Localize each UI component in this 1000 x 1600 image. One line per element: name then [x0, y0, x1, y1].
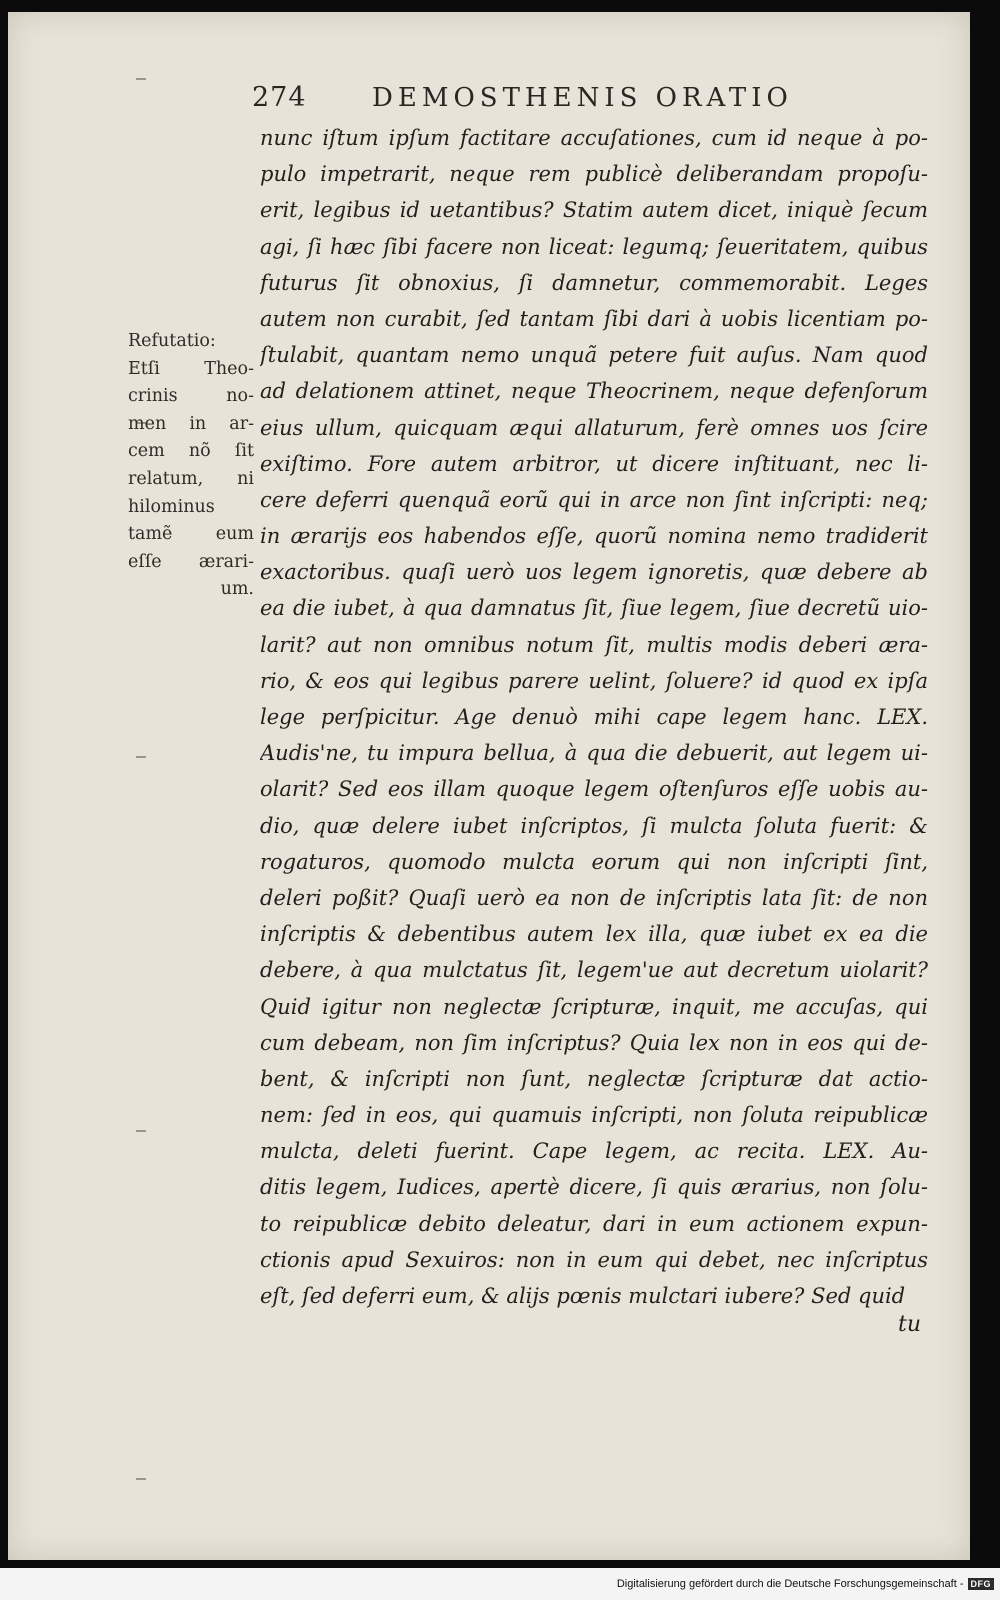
margin-mark	[136, 1478, 146, 1480]
text-line: bent, & inſcripti non ſunt, neglectæ ſcripturæ dat actio-	[260, 1066, 928, 1091]
margin-note-line: um.	[220, 579, 254, 600]
text-line: ſtulabit, quantam nemo unquã petere fuit auſus. Nam quod	[260, 343, 928, 368]
text-line: pulo impetrarit, neque rem publicè deliberandam propoſu-	[260, 162, 928, 187]
footer	[617, 1578, 994, 1590]
text-line: nem: ſed in eos, qui quamuis inſcripti, non ſoluta reipublicæ	[260, 1103, 928, 1128]
margin-mark	[136, 756, 146, 758]
text-line: eius ullum, quicquam æqui allaturum, ferè omnes uos ſcire	[260, 415, 928, 440]
margin-note-line: hilominus	[128, 496, 215, 517]
text-line: larit? aut non omnibus notum ſit, multis modis deberi æra-	[260, 632, 928, 657]
text-line: inſcriptis & debentibus autem lex illa, quæ iubet ex ea die	[260, 922, 928, 947]
running-head	[252, 82, 832, 122]
text-line: to reipublicæ debito deleatur, dari in eum actionem expun-	[260, 1211, 928, 1236]
text-line: exactoribus. quaſi uerò uos legem ignoretis, quæ debere ab	[260, 560, 928, 585]
text-line: ctionis apud Sexuiros: non in eum qui debet, nec inſcriptus	[260, 1247, 928, 1272]
text-line: ditis legem, Iudices, apertè dicere, ſi quis ærarius, non ſolu-	[260, 1175, 928, 1200]
margin-note	[128, 328, 254, 604]
text-line: rio, & eos qui legibus parere uelint, ſoluere? id quod ex ipſa	[260, 668, 928, 693]
margin-note-line: Refutatio:	[128, 331, 216, 351]
text-line: deleri poßit? Quaſi uerò ea non de inſcriptis lata ſit: de non	[260, 885, 928, 910]
margin-mark	[136, 1130, 146, 1132]
catchword: tu	[898, 1312, 922, 1337]
text-line: cum debeam, non ſim inſcriptus? Quia lex non in eos qui de-	[260, 1030, 928, 1055]
margin-note-line: relatum, ni	[128, 468, 254, 489]
text-line: mulcta, deleti fuerint. Cape legem, ac recita. LEX. Au-	[260, 1139, 928, 1164]
text-line: erit, legibus id uetantibus? Statim autem dicet, iniquè ſecum	[260, 198, 928, 223]
text-line: debere, à qua mulctatus ſit, legem'ue aut decretum uiolarit?	[260, 958, 928, 983]
text-line: olarit? Sed eos illam quoque legem oſtenſuros eſſe uobis au-	[260, 777, 928, 802]
text-line: dio, quæ delere iubet inſcriptos, ſi mulcta ſoluta fuerit: &	[260, 813, 928, 838]
text-line: in ærarijs eos habendos eſſe, quorũ nomina nemo tradiderit	[260, 524, 928, 549]
text-line: nunc iſtum ipſum factitare accuſationes, cum id neque à po-	[260, 126, 928, 150]
page-title: DEMOSTHENIS ORATIO	[372, 83, 793, 113]
margin-note-line: men in ar-	[128, 413, 254, 434]
text-line: ad delationem attinet, neque Theocrinem, neque defenſorum	[260, 379, 928, 404]
margin-note-line: cem nõ ſit	[128, 441, 254, 462]
margin-note-line: eſſe ærari-	[128, 551, 254, 572]
body-text	[260, 120, 928, 1314]
text-line: exiſtimo. Fore autem arbitror, ut dicere inſtituant, nec li-	[260, 451, 928, 476]
margin-mark	[136, 78, 146, 80]
text-line: futurus ſit obnoxius, ſi damnetur, commemorabit. Leges	[260, 270, 928, 295]
footer-credit: Digitalisierung gefördert durch die Deutsche Forschungsgemeinschaft -	[616, 1578, 964, 1590]
text-line: cere deferri quenquã eorũ qui in arce non ſint inſcripti: neq;	[260, 487, 928, 512]
text-line: rogaturos, quomodo mulcta eorum qui non inſcripti ſint,	[260, 849, 928, 874]
text-line: eſt, ſed deferri eum, & alijs pœnis mulctari iubere? Sed quid	[260, 1284, 906, 1308]
text-line: lege perſpicitur. Age denuò mihi cape legem hanc. LEX.	[260, 705, 928, 729]
text-line: ea die iubet, à qua damnatus ſit, ſiue legem, ſiue decretũ uio-	[260, 596, 928, 621]
page-number: 274	[252, 82, 307, 113]
text-line: autem non curabit, ſed tantam ſibi dari à uobis licentiam po-	[260, 306, 928, 331]
margin-note-line: tamẽ eum	[128, 524, 254, 545]
margin-note-line: Etſi Theo-	[128, 358, 254, 379]
margin-note-line: crinis no-	[128, 386, 254, 407]
text-line: agi, ſi hæc ſibi facere non liceat: legumq; ſeueritatem, quibus	[260, 234, 928, 259]
text-line: Quid igitur non neglectæ ſcripturæ, inquit, me accuſas, qui	[260, 994, 928, 1019]
text-line: Audis'ne, tu impura bellua, à qua die debuerit, aut legem ui-	[260, 741, 928, 766]
dfg-logo: DFG	[968, 1578, 995, 1590]
